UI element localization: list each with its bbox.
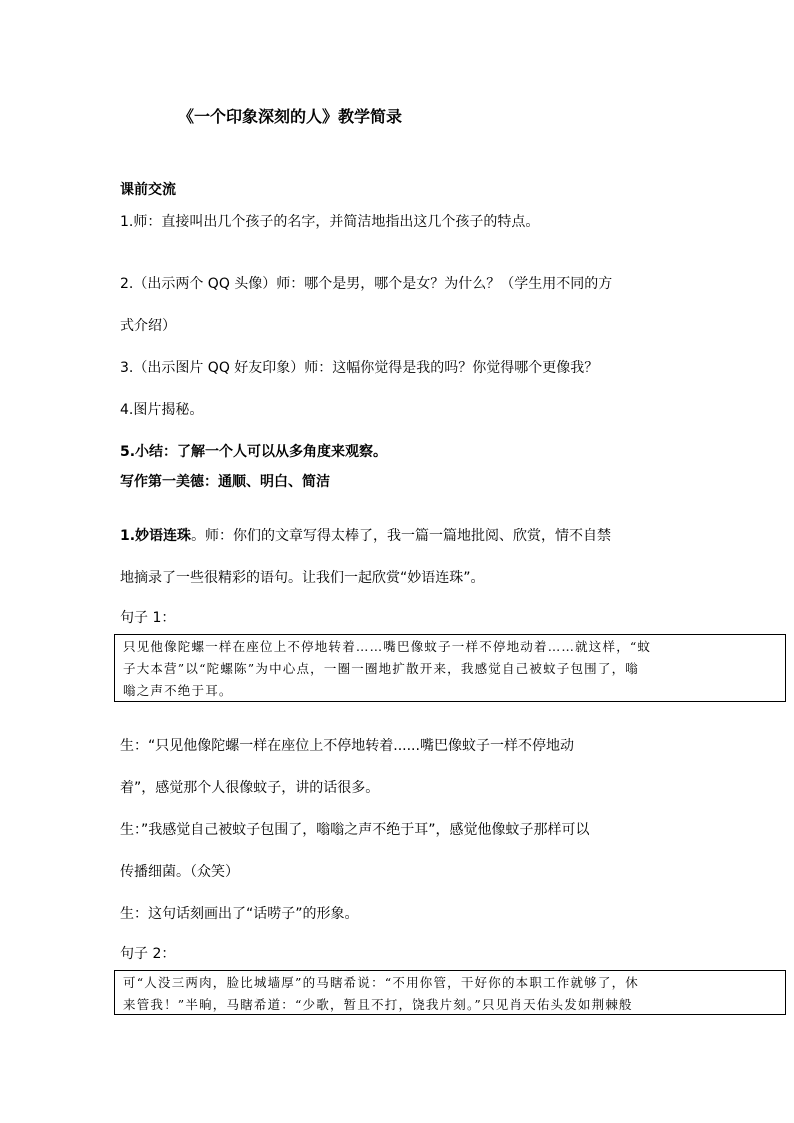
quote-line: 子大本营”以“陀螺陈”为中心点，一圈一圈地扩散开来，我感觉自己被蚊子包围了，嗡 — [123, 661, 639, 676]
quote-line: 可“人没三两肉，脸比城墙厚”的马瞎希说：“不用你管，干好你的本职工作就够了，休 — [123, 975, 639, 990]
sentence-2-label: 句子 2： — [120, 946, 176, 962]
quote-line: 嗡之声不绝于耳。 — [123, 683, 233, 698]
response-2-line-1: 生：”我感觉自己被蚊子包围了，嗡嗡之声不绝于耳”，感觉他像蚊子那样可以 — [120, 822, 590, 838]
response-2-line-2: 传播细菌。（众笑） — [120, 864, 239, 880]
paragraph-3: 3.（出示图片 QQ 好友印象）师：这幅你觉得是我的吗？你觉得哪个更像我？ — [120, 360, 599, 376]
miaoyu-text: 。师：你们的文章写得太棒了，我一篇一篇地批阅、欣赏，情不自禁 — [191, 528, 612, 544]
paragraph-2-line-1: 2.（出示两个 QQ 头像）师：哪个是男，哪个是女？为什么？（学生用不同的方 — [120, 276, 613, 292]
miaoyu-heading: 1.妙语连珠 — [120, 528, 192, 544]
paragraph-2-line-2: 式介绍） — [120, 318, 176, 334]
paragraph-miaoyu-line-2: 地摘录了一些很精彩的语句。让我们一起欣赏“妙语连珠”。 — [120, 570, 485, 586]
section-heading-writing: 写作第一美德：通顺、明白、简洁 — [120, 474, 330, 490]
paragraph-miaoyu-line-1 — [120, 526, 611, 546]
document-title: 《一个印象深刻的人》教学简录 — [178, 107, 403, 126]
sentence-2-quote-box — [114, 970, 786, 1015]
quote-line: 来管我！”半晌，马瞎希道：“少歌，暂且不打，饶我片刻。”只见肖天佑头发如荆棘般 — [123, 997, 633, 1012]
response-3: 生：这句话刻画出了“话唠子”的形象。 — [120, 906, 359, 922]
sentence-1-quote-box — [114, 634, 786, 702]
paragraph-5-summary: 5.小结：了解一个人可以从多角度来观察。 — [120, 444, 388, 460]
quote-line: 只见他像陀螺一样在座位上不停地转着……嘴巴像蚊子一样不停地动着……就这样，“蚊 — [123, 639, 652, 654]
paragraph-1: 1.师：直接叫出几个孩子的名字，并简洁地指出这几个孩子的特点。 — [120, 214, 540, 230]
paragraph-4: 4.图片揭秘。 — [120, 402, 204, 418]
response-1-line-2: 着”，感觉那个人很像蚊子，讲的话很多。 — [120, 780, 380, 796]
section-heading-pre-class: 课前交流 — [120, 182, 176, 198]
response-1-line-1: 生：“只见他像陀螺一样在座位上不停地转着......嘴巴像蚊子一样不停地动 — [120, 738, 574, 754]
sentence-1-label: 句子 1： — [120, 610, 176, 626]
